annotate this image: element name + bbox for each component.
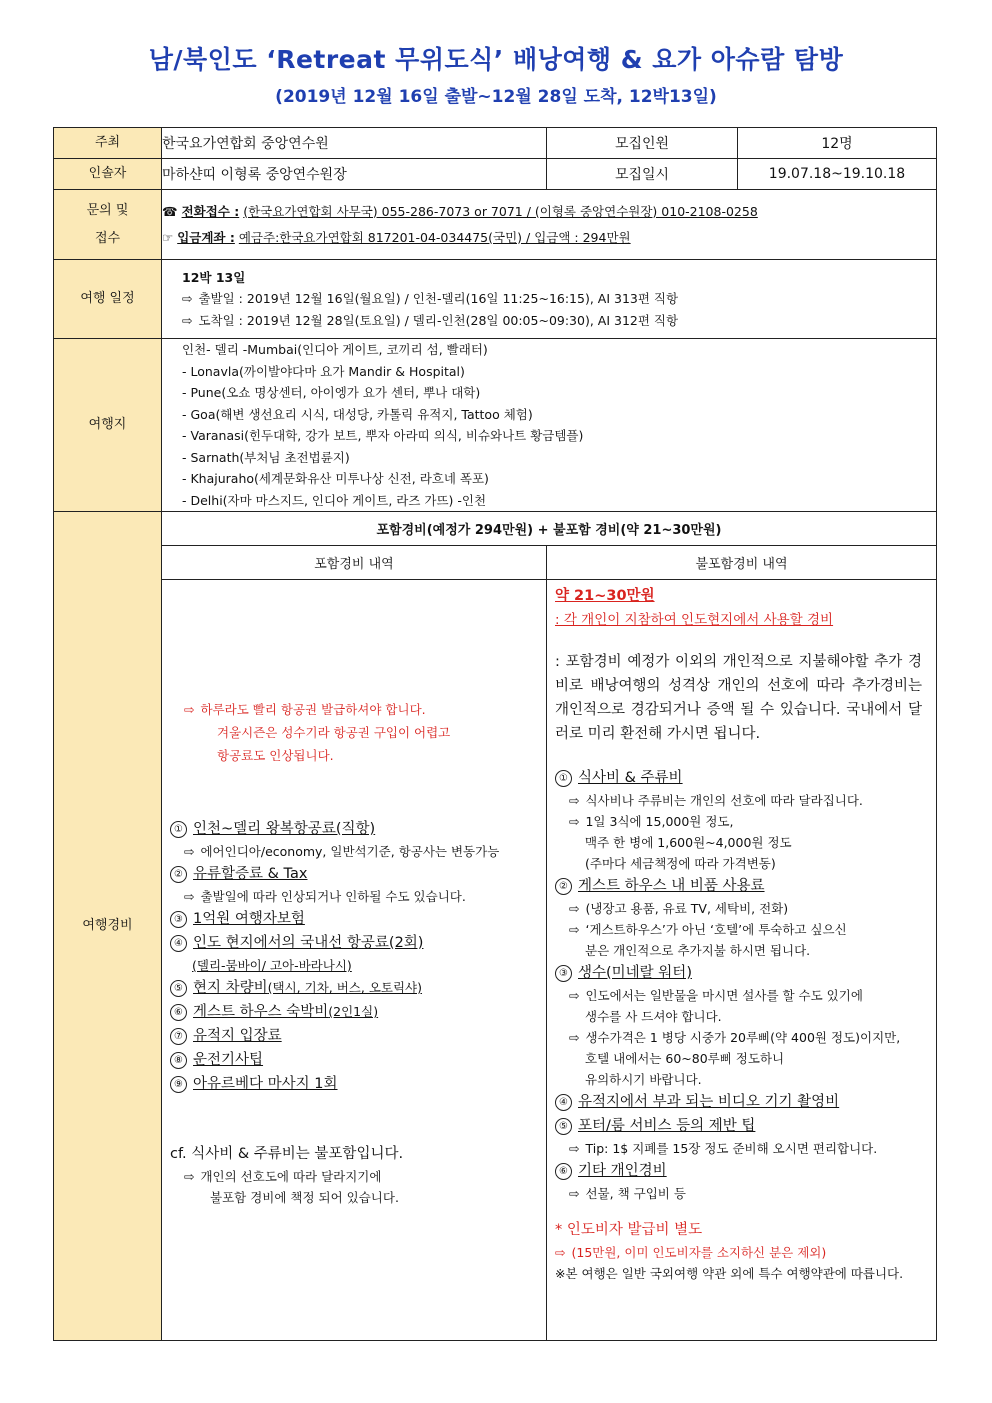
page-title: 남/북인도 ‘Retreat 무위도식’ 배낭여행 & 요가 아슈람 탐방	[148, 45, 844, 74]
excluded-item-sub: 맥주 한 병에 1,600원~4,000원 정도	[585, 835, 792, 850]
excluded-item: ④ 유적지에서 부과 되는 비디오 기기 촬영비	[555, 1090, 928, 1114]
phone-icon: ☎	[162, 203, 178, 219]
recruit-count-value: 12명	[738, 128, 937, 159]
visa-note: (15만원, 이미 인도비자를 소지하신 분은 제외)	[571, 1245, 827, 1260]
host-label: 주최	[54, 128, 162, 159]
arrow-icon: ⇨	[182, 291, 193, 307]
schedule-label: 여행 일정	[54, 260, 162, 339]
destination-item: - Lonavla(까이발야다마 요가 Mandir & Hospital)	[182, 363, 465, 379]
included-header: 포함경비 내역	[162, 546, 547, 580]
included-notice: 겨울시즌은 성수기라 항공권 구입이 어렵고	[217, 725, 451, 740]
arrow-icon: ⇨	[569, 988, 580, 1003]
contact-label-line-2: 접수	[94, 230, 121, 246]
arrow-icon: ⇨	[184, 844, 195, 859]
destination-item: 인천- 델리 -Mumbai(인디아 게이트, 코끼리 섬, 빨래터)	[182, 342, 488, 357]
excluded-amount: 약 21~30만원	[555, 588, 655, 604]
pointing-hand-icon: ☞	[162, 229, 174, 245]
recruit-period-value: 19.07.18~19.10.18	[738, 159, 937, 190]
destination-item: - Pune(오쇼 명상센터, 아이엥가 요가 센터, 뿌나 대학)	[182, 385, 481, 400]
included-cf-sub: 불포함 경비에 책정 되어 있습니다.	[210, 1190, 399, 1205]
included-cf: cf. 식사비 & 주류비는 불포함입니다.	[170, 1146, 404, 1162]
excluded-item: ③ 생수(미네랄 워터)	[555, 961, 928, 985]
destination-item: - Varanasi(힌두대학, 강가 보트, 뿌자 아라띠 의식, 비슈와나트 황금템플)	[182, 428, 584, 443]
excluded-item-sub: 유의하시기 바랍니다.	[585, 1072, 702, 1087]
bank-title: 입금계좌 :	[177, 229, 235, 245]
contact-label	[54, 190, 162, 260]
schedule-duration: 12박 13일	[182, 269, 246, 285]
excluded-item: ① 식사비 & 주류비	[555, 766, 928, 790]
host-value: 한국요가연합회 중앙연수원	[162, 128, 547, 159]
excluded-item-sub: (주마다 세금책정에 따라 가격변동)	[585, 856, 776, 871]
excluded-header: 불포함경비 내역	[547, 546, 937, 580]
included-item: ⑨ 아유르베다 마사지 1회	[170, 1072, 538, 1096]
destination-item: - Delhi(자마 마스지드, 인디아 게이트, 라즈 가뜨) -인천	[182, 492, 487, 508]
included-item: ⑥ 게스트 하우스 숙박비(2인1실)	[170, 1000, 538, 1024]
included-item: ③ 1억원 여행자보험	[170, 907, 538, 931]
destination-item: - Khajuraho(세계문화유산 미투나상 신전, 라흐네 폭포)	[182, 471, 489, 486]
arrow-icon: ⇨	[569, 1141, 580, 1156]
arrow-icon: ⇨	[569, 1186, 580, 1201]
leader-label: 인솔자	[54, 159, 162, 190]
destination-item: - Sarnath(부처님 초전법륜지)	[182, 449, 350, 465]
phone-text: (한국요가연합회 사무국) 055-286-7073 or 7071 / (이형록 중앙연수원장) 010-2108-0258	[243, 203, 758, 219]
included-item: ④ 인도 현지에서의 국내선 항공료(2회)	[170, 931, 538, 955]
included-item: ⑤ 현지 차량비(택시, 기차, 버스, 오토릭샤)	[170, 976, 538, 1000]
included-notice: 하루라도 빨리 항공권 발급하셔야 합니다.	[200, 702, 426, 717]
bank-text: 예금주:한국요가연합회 817201-04-034475(국민) / 입금액 : 294만원	[238, 229, 631, 245]
excluded-item: ⑥ 기타 개인경비	[555, 1159, 928, 1183]
visa-title: * 인도비자 발급비 별도	[555, 1222, 703, 1238]
arrow-icon: ⇨	[184, 1169, 195, 1184]
arrow-icon: ⇨	[569, 1030, 580, 1045]
excluded-amount-note: : 각 개인이 지참하여 인도현지에서 사용할 경비	[555, 612, 834, 628]
included-item: ② 유류할증료 & Tax	[170, 862, 538, 886]
leader-value: 마하샨띠 이형록 중앙연수원장	[162, 159, 547, 190]
recruit-period-label: 모집일시	[547, 159, 738, 190]
schedule-depart: 출발일 : 2019년 12월 16일(월요일) / 인천-델리(16일 11:25~16:15), AI 313편 직항	[198, 291, 679, 307]
contact-info	[162, 190, 937, 260]
info-table	[53, 127, 937, 1341]
arrow-icon: ⇨	[184, 889, 195, 904]
contact-label-line-1: 문의 및	[86, 202, 129, 218]
arrow-icon: ⇨	[182, 312, 193, 328]
excluded-column: 약 21~30만원 : 각 개인이 지참하여 인도현지에서 사용할 경비 : 포함경비 예정가 이외의 개인적으로 지불해야할 추가 경비로 배낭여행의 성격상 개인의 선호에 따라 추가경비는 개인적으로 경감되거나 증액 될 수 있습니다. 국내에서 달러로 미리 환전해 가시면 됩니다. ① 식사비 & 주류비 ⇨ 식사비나 주류비는 개인의 선호에 따라 달라집니다. ⇨ 1일 3식에 15,000원 정도, 맥주 한 병에 1,600원~4,000원 정도 (주마다 세금책정에 따라 가격변동) ② 게스트 하우스 내 비품 사용료 ⇨ (냉장고 용품, 유료 TV, 세탁비, 전화) ⇨ ‘게스트하우스’가 아닌 ‘호텔’에 투숙하고 싶으신 분은 개인적으로 추가지불 하시면 됩니다. ③ 생수(미네랄 워터) ⇨ 인도에서는 일반물을 마시면 설사를 할 수도 있기에 생수를 사 드셔야 합니다. ⇨ 생수가격은 1 병당 시중가 20루삐(약 400원 정도)이지만, 호텔 내에서는 60~80루삐 정도하니 유의하시기 바랍니다. ④ 유적지에서 부과 되는 비디오 기기 촬영비 ⑤ 포터/룸 서비스 등의 제반 팁 ⇨ Tip: 1$ 지폐를 15장 정도 준비해 오시면 편리합니다. ⑥ 기타 개인경비 ⇨ 선물, 책 구입비 등 * 인도비자 발급비 별도 ⇨ (15만원, 이미 인도비자를 소지하신 분은 제외) ※본 여행은 일반 국외여행 약관 외에 특수 여행약관에 따릅니다.	[547, 580, 937, 1341]
excluded-paragraph: : 포함경비 예정가 이외의 개인적으로 지불해야할 추가 경비로 배낭여행의 성격상 개인의 선호에 따라 추가경비는 개인적으로 경감되거나 증액 될 수 있습니다. 국내에서 달러로 미리 환전해 가시면 됩니다.	[555, 654, 922, 742]
arrow-icon: ⇨	[569, 793, 580, 808]
recruit-count-label: 모집인원	[547, 128, 738, 159]
cost-header: 포함경비(예정가 294만원) + 불포함 경비(약 21~30만원)	[162, 512, 937, 546]
included-cf-sub: 개인의 선호도에 따라 달라지기에	[200, 1169, 382, 1184]
excluded-item-sub: 호텔 내에서는 60~80루삐 정도하니	[585, 1051, 785, 1066]
arrow-icon: ⇨	[569, 922, 580, 937]
included-notice: 항공료도 인상됩니다.	[217, 748, 334, 763]
arrow-icon: ⇨	[569, 814, 580, 829]
schedule-arrive: 도착일 : 2019년 12월 28일(토요일) / 델리-인천(28일 00:05~09:30), AI 312편 직항	[198, 312, 679, 328]
destination-list	[162, 339, 937, 512]
arrow-icon: ⇨	[555, 1245, 566, 1260]
terms-note: ※본 여행은 일반 국외여행 약관 외에 특수 여행약관에 따릅니다.	[555, 1266, 904, 1281]
arrow-icon: ⇨	[569, 901, 580, 916]
excluded-item-sub: 생수를 사 드셔야 합니다.	[585, 1009, 722, 1024]
page-subtitle: (2019년 12월 16일 출발~12월 28일 도착, 12박13일)	[275, 87, 717, 107]
excluded-item: ⑤ 포터/룸 서비스 등의 제반 팁	[555, 1114, 928, 1138]
excluded-item: ② 게스트 하우스 내 비품 사용료	[555, 874, 928, 898]
included-item: ⑦ 유적지 입장료	[170, 1024, 538, 1048]
included-item-sub: (델리-뭄바이/ 고아-바라나시)	[192, 958, 352, 973]
included-column: ⇨ 하루라도 빨리 항공권 발급하셔야 합니다. 겨울시즌은 성수기라 항공권 구입이 어렵고 항공료도 인상됩니다. ① 인천~델리 왕복항공료(직항) ⇨ 에어인디아/economy, 일반석기준, 항공사는 변동가능 ② 유류할증료 & Tax ⇨ 출발일에 따라 인상되거나 인하될 수도 있습니다. ③ 1억원 여행자보험 ④ 인도 현지에서의 국내선 항공료(2회) (델리-뭄바이/ 고아-바라나시) ⑤ 현지 차량비(택시, 기차, 버스, 오토릭샤) ⑥ 게스트 하우스 숙박비(2인1실) ⑦ 유적지 입장료 ⑧ 운전기사팁 ⑨ 아유르베다 마사지 1회 cf. 식사비 & 주류비는 불포함입니다. ⇨ 개인의 선호도에 따라 달라지기에 불포함 경비에 책정 되어 있습니다.	[162, 580, 547, 1341]
included-item: ① 인천~델리 왕복항공료(직항)	[170, 817, 538, 841]
phone-title: 전화접수 :	[181, 203, 240, 219]
excluded-item-sub: 분은 개인적으로 추가지불 하시면 됩니다.	[585, 943, 811, 958]
schedule-info	[162, 260, 937, 339]
included-item: ⑧ 운전기사팁	[170, 1048, 538, 1072]
destination-label: 여행지	[54, 339, 162, 512]
destination-item: - Goa(해변 생선요리 시식, 대성당, 카톨릭 유적지, Tattoo 체험)	[182, 406, 533, 422]
cost-label: 여행경비	[54, 512, 162, 1341]
arrow-icon: ⇨	[184, 702, 195, 717]
